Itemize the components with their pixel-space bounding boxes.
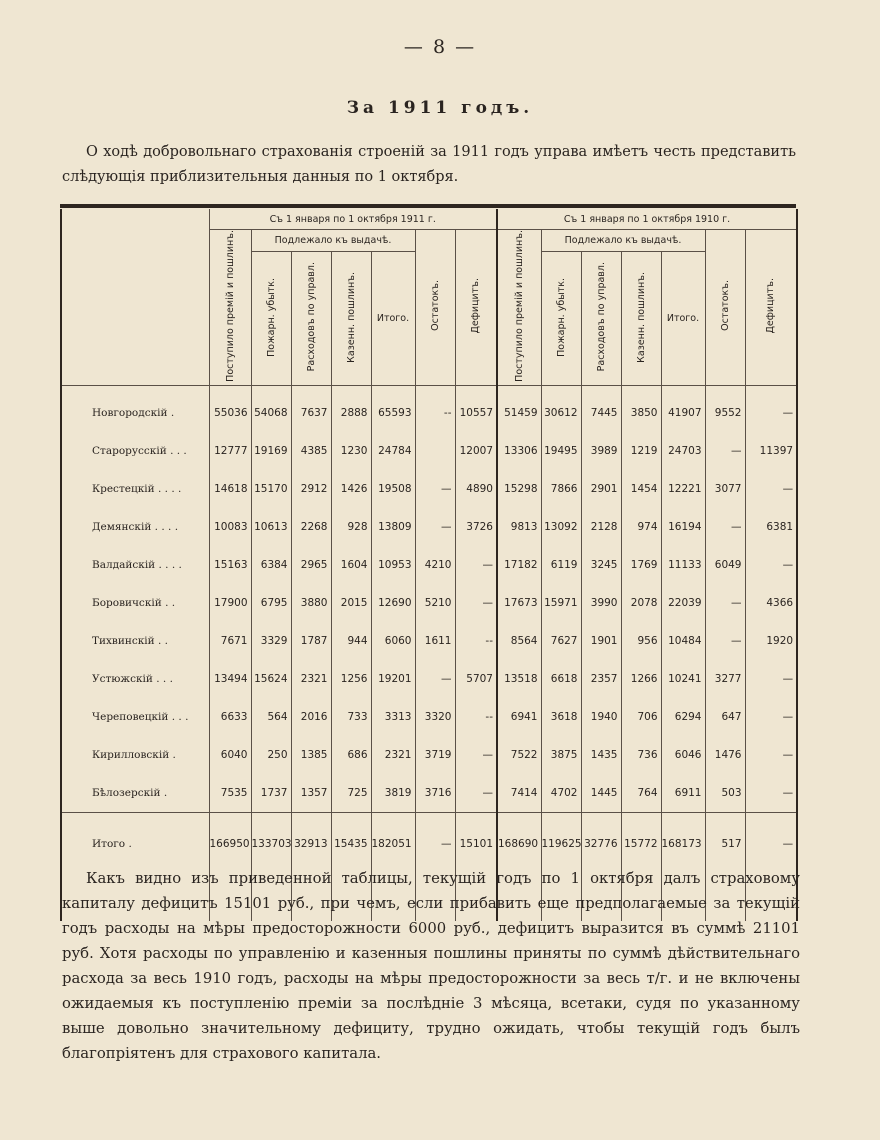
header-spacer-row (61, 385, 797, 394)
duties-cell-1910: 2078 (621, 584, 661, 622)
received-cell-1911: 12777 (209, 432, 251, 470)
received-header-1911: Поступило премій и пошлинъ. (209, 230, 251, 386)
deficit-cell-1910: — (745, 812, 797, 875)
district-name: Новгородскій . (61, 394, 209, 432)
table-row (61, 698, 797, 736)
received-cell-1910: 168690 (497, 812, 541, 875)
total-cell-1911: 24784 (371, 432, 415, 470)
fires-cell-1910: 119625 (541, 812, 581, 875)
fires-cell-1910: 19495 (541, 432, 581, 470)
total-cell-1910: 6294 (661, 698, 705, 736)
total-cell-1911: 19201 (371, 660, 415, 698)
fires-cell-1910: 6119 (541, 546, 581, 584)
admin-cell-1910: 7445 (581, 394, 621, 432)
total-cell-1911: 12690 (371, 584, 415, 622)
intro-paragraph: О ходѣ добровольнаго страхованія строеній за 1911 годъ управа имѣетъ честь представить слѣдующія приблизительныя данныя по 1 октября. (62, 144, 796, 185)
total-cell-1911: 10953 (371, 546, 415, 584)
deficit-cell-1911: 10557 (455, 394, 497, 432)
fires-header-1911: Пожарн. убытк. (251, 252, 291, 385)
received-cell-1911: 7671 (209, 622, 251, 660)
deficit-cell-1911: 5707 (455, 660, 497, 698)
duties-cell-1911: 2015 (331, 584, 371, 622)
deficit-cell-1910: — (745, 736, 797, 774)
total-cell-1911: 2321 (371, 736, 415, 774)
duties-cell-1910: 764 (621, 774, 661, 813)
received-cell-1911: 17900 (209, 584, 251, 622)
deficit-cell-1910: 11397 (745, 432, 797, 470)
fires-cell-1910: 4702 (541, 774, 581, 813)
total-cell-1910: 6911 (661, 774, 705, 813)
admin-cell-1910: 1435 (581, 736, 621, 774)
admin-cell-1910: 1901 (581, 622, 621, 660)
balance-cell-1911: 3320 (415, 698, 455, 736)
balance-cell-1911: 5210 (415, 584, 455, 622)
balance-header-1911: Остатокъ. (415, 230, 455, 386)
fires-cell-1911: 19169 (251, 432, 291, 470)
fires-cell-1910: 7627 (541, 622, 581, 660)
deficit-cell-1910: — (745, 660, 797, 698)
deficit-cell-1910: — (745, 546, 797, 584)
balance-cell-1911: 1611 (415, 622, 455, 660)
received-cell-1910: 8564 (497, 622, 541, 660)
total-cell-1910: 24703 (661, 432, 705, 470)
fires-cell-1911: 564 (251, 698, 291, 736)
duties-cell-1911: 2888 (331, 394, 371, 432)
fires-cell-1910: 7866 (541, 470, 581, 508)
deficit-cell-1910: 6381 (745, 508, 797, 546)
fires-cell-1910: 15971 (541, 584, 581, 622)
duties-cell-1910: 3850 (621, 394, 661, 432)
fires-cell-1910: 13092 (541, 508, 581, 546)
admin-cell-1910: 1445 (581, 774, 621, 813)
received-cell-1911: 6633 (209, 698, 251, 736)
balance-cell-1910: 3077 (705, 470, 745, 508)
fires-header-1910: Пожарн. убытк. (541, 252, 581, 385)
balance-cell-1910: 647 (705, 698, 745, 736)
received-cell-1911: 13494 (209, 660, 251, 698)
table-row (61, 736, 797, 774)
admin-cell-1911: 2912 (291, 470, 331, 508)
received-cell-1910: 13518 (497, 660, 541, 698)
name-header (61, 209, 209, 385)
table-row (61, 508, 797, 546)
received-cell-1910: 7522 (497, 736, 541, 774)
admin-cell-1911: 2321 (291, 660, 331, 698)
deficit-cell-1911: -- (455, 698, 497, 736)
balance-cell-1911: -- (415, 394, 455, 432)
deficit-cell-1911: 3726 (455, 508, 497, 546)
deficit-cell-1910: 1920 (745, 622, 797, 660)
balance-cell-1910: — (705, 584, 745, 622)
deficit-cell-1911: — (455, 546, 497, 584)
total-cell-1911: 13809 (371, 508, 415, 546)
fires-cell-1911: 6795 (251, 584, 291, 622)
admin-cell-1911: 2016 (291, 698, 331, 736)
duties-cell-1910: 15772 (621, 812, 661, 875)
duties-cell-1911: 725 (331, 774, 371, 813)
received-cell-1911: 10083 (209, 508, 251, 546)
admin-header-1910: Расходовъ по управл. (581, 252, 621, 385)
table-row (61, 622, 797, 660)
table-row (61, 394, 797, 432)
total-cell-1911: 3313 (371, 698, 415, 736)
district-name: Крестецкій . . . . (61, 470, 209, 508)
total-cell-1910: 10241 (661, 660, 705, 698)
balance-cell-1910: — (705, 432, 745, 470)
deficit-cell-1910: — (745, 394, 797, 432)
admin-cell-1911: 3880 (291, 584, 331, 622)
table-row (61, 432, 797, 470)
admin-header-1911: Расходовъ по управл. (291, 252, 331, 385)
balance-cell-1911: — (415, 660, 455, 698)
duties-cell-1910: 706 (621, 698, 661, 736)
admin-cell-1910: 2901 (581, 470, 621, 508)
balance-cell-1911: — (415, 812, 455, 875)
table-row (61, 546, 797, 584)
received-cell-1911: 14618 (209, 470, 251, 508)
received-cell-1910: 13306 (497, 432, 541, 470)
table-top-rule (60, 204, 796, 208)
district-name: Демянскій . . . . (61, 508, 209, 546)
admin-cell-1911: 7637 (291, 394, 331, 432)
balance-cell-1911 (415, 432, 455, 470)
deficit-cell-1911: 12007 (455, 432, 497, 470)
district-name: Тихвинскій . . (61, 622, 209, 660)
total-header-1910: Итого. (661, 252, 705, 385)
received-cell-1910: 6941 (497, 698, 541, 736)
total-cell-1910: 41907 (661, 394, 705, 432)
balance-cell-1911: 4210 (415, 546, 455, 584)
section-heading: За 1911 годъ. (346, 98, 534, 118)
balance-cell-1910: 517 (705, 812, 745, 875)
conclusion-paragraph: Какъ видно изъ приведенной таблицы, текущій годъ по 1 октября далъ страховому капиталу дефицитъ 15101 руб., при чемъ, если прибавить еще предполагаемые за текущій годъ расходы на мѣры предосторожности 6000 руб., дефицитъ выразится въ суммѣ 21101 руб. Хотя расходы по управленію и казенныя пошлины приняты по суммѣ дѣйствительнаго расхода за весь 1910 годъ, расходы на мѣры предосторожности за весь т/г. и не включены ожидаемыя къ поступленію преміи за послѣдніе 3 мѣсяца, всетаки, судя по указанному выше довольно значительному дефициту, трудно ожидать, чтобы текущій годъ былъ благопріятенъ для страхового капитала. (62, 870, 800, 1062)
received-cell-1910: 17182 (497, 546, 541, 584)
received-header-1910: Поступило премій и пошлинъ. (497, 230, 541, 386)
duties-cell-1911: 1426 (331, 470, 371, 508)
duties-cell-1910: 974 (621, 508, 661, 546)
admin-cell-1911: 2965 (291, 546, 331, 584)
balance-cell-1910: 6049 (705, 546, 745, 584)
admin-cell-1911: 4385 (291, 432, 331, 470)
admin-cell-1910: 32776 (581, 812, 621, 875)
period-1910-header: Съ 1 января по 1 октября 1910 г. (497, 209, 797, 230)
duties-cell-1911: 686 (331, 736, 371, 774)
admin-cell-1910: 2128 (581, 508, 621, 546)
deficit-header-1911: Дефицитъ. (455, 230, 497, 386)
total-cell-1910: 11133 (661, 546, 705, 584)
received-cell-1911: 6040 (209, 736, 251, 774)
balance-cell-1910: 1476 (705, 736, 745, 774)
duties-cell-1910: 1454 (621, 470, 661, 508)
district-name: Старорусскій . . . (61, 432, 209, 470)
fires-cell-1911: 15624 (251, 660, 291, 698)
balance-cell-1911: 3719 (415, 736, 455, 774)
duties-cell-1910: 1266 (621, 660, 661, 698)
total-cell-1910: 12221 (661, 470, 705, 508)
duties-header-1911: Казенн. пошлинъ. (331, 252, 371, 385)
table-row (61, 660, 797, 698)
duties-cell-1910: 1219 (621, 432, 661, 470)
payable-group-1911: Подлежало къ выдачѣ. (251, 230, 415, 252)
admin-cell-1911: 1385 (291, 736, 331, 774)
fires-cell-1910: 3618 (541, 698, 581, 736)
fires-cell-1911: 6384 (251, 546, 291, 584)
deficit-cell-1911: 4890 (455, 470, 497, 508)
balance-cell-1911: 3716 (415, 774, 455, 813)
received-cell-1910: 9813 (497, 508, 541, 546)
fires-cell-1911: 250 (251, 736, 291, 774)
duties-header-1910: Казенн. пошлинъ. (621, 252, 661, 385)
duties-cell-1911: 1604 (331, 546, 371, 584)
admin-cell-1911: 1787 (291, 622, 331, 660)
total-cell-1911: 6060 (371, 622, 415, 660)
balance-cell-1911: — (415, 508, 455, 546)
duties-cell-1910: 1769 (621, 546, 661, 584)
duties-cell-1911: 928 (331, 508, 371, 546)
duties-cell-1911: 944 (331, 622, 371, 660)
total-cell-1910: 168173 (661, 812, 705, 875)
fires-cell-1911: 1737 (251, 774, 291, 813)
district-name: Боровичскій . . (61, 584, 209, 622)
deficit-cell-1910: — (745, 470, 797, 508)
district-name: Кирилловскій . (61, 736, 209, 774)
deficit-cell-1911: — (455, 774, 497, 813)
deficit-cell-1910: — (745, 698, 797, 736)
total-cell-1911: 182051 (371, 812, 415, 875)
total-cell-1910: 10484 (661, 622, 705, 660)
deficit-cell-1911: -- (455, 622, 497, 660)
table-row (61, 774, 797, 813)
fires-cell-1911: 133703 (251, 812, 291, 875)
deficit-cell-1911: — (455, 736, 497, 774)
total-cell-1910: 6046 (661, 736, 705, 774)
received-cell-1911: 55036 (209, 394, 251, 432)
balance-cell-1910: — (705, 622, 745, 660)
total-cell-1911: 3819 (371, 774, 415, 813)
table-body (61, 385, 797, 921)
balance-header-1910: Остатокъ. (705, 230, 745, 386)
fires-cell-1910: 3875 (541, 736, 581, 774)
balance-cell-1911: — (415, 470, 455, 508)
duties-cell-1910: 736 (621, 736, 661, 774)
admin-cell-1910: 1940 (581, 698, 621, 736)
duties-cell-1911: 15435 (331, 812, 371, 875)
deficit-header-1910: Дефицитъ. (745, 230, 797, 386)
deficit-cell-1910: 4366 (745, 584, 797, 622)
total-cell-1911: 65593 (371, 394, 415, 432)
district-name: Череповецкій . . . (61, 698, 209, 736)
duties-cell-1910: 956 (621, 622, 661, 660)
district-name: Валдайскій . . . . (61, 546, 209, 584)
total-cell-1910: 22039 (661, 584, 705, 622)
table-row (61, 470, 797, 508)
fires-cell-1911: 10613 (251, 508, 291, 546)
insurance-table (60, 209, 798, 921)
table-row (61, 584, 797, 622)
payable-group-1910: Подлежало къ выдачѣ. (541, 230, 705, 252)
received-cell-1910: 51459 (497, 394, 541, 432)
received-cell-1911: 15163 (209, 546, 251, 584)
admin-cell-1911: 32913 (291, 812, 331, 875)
admin-cell-1911: 1357 (291, 774, 331, 813)
balance-cell-1910: — (705, 508, 745, 546)
admin-cell-1910: 3990 (581, 584, 621, 622)
received-cell-1911: 7535 (209, 774, 251, 813)
balance-cell-1910: 3277 (705, 660, 745, 698)
deficit-cell-1911: — (455, 584, 497, 622)
received-cell-1910: 7414 (497, 774, 541, 813)
total-header-1911: Итого. (371, 252, 415, 385)
page-number: — 8 — (403, 36, 477, 58)
fires-cell-1911: 15170 (251, 470, 291, 508)
duties-cell-1911: 1230 (331, 432, 371, 470)
duties-cell-1911: 1256 (331, 660, 371, 698)
fires-cell-1911: 54068 (251, 394, 291, 432)
received-cell-1910: 15298 (497, 470, 541, 508)
district-name: Устюжскій . . . (61, 660, 209, 698)
received-cell-1910: 17673 (497, 584, 541, 622)
admin-cell-1911: 2268 (291, 508, 331, 546)
total-cell-1910: 16194 (661, 508, 705, 546)
fires-cell-1911: 3329 (251, 622, 291, 660)
balance-cell-1910: 503 (705, 774, 745, 813)
duties-cell-1911: 733 (331, 698, 371, 736)
fires-cell-1910: 30612 (541, 394, 581, 432)
district-name: Итого . (61, 812, 209, 875)
received-cell-1911: 166950 (209, 812, 251, 875)
admin-cell-1910: 2357 (581, 660, 621, 698)
total-cell-1911: 19508 (371, 470, 415, 508)
deficit-cell-1911: 15101 (455, 812, 497, 875)
admin-cell-1910: 3245 (581, 546, 621, 584)
balance-cell-1910: 9552 (705, 394, 745, 432)
district-name: Бѣлозерскій . (61, 774, 209, 813)
admin-cell-1910: 3989 (581, 432, 621, 470)
fires-cell-1910: 6618 (541, 660, 581, 698)
deficit-cell-1910: — (745, 774, 797, 813)
period-1911-header: Съ 1 января по 1 октября 1911 г. (209, 209, 497, 230)
